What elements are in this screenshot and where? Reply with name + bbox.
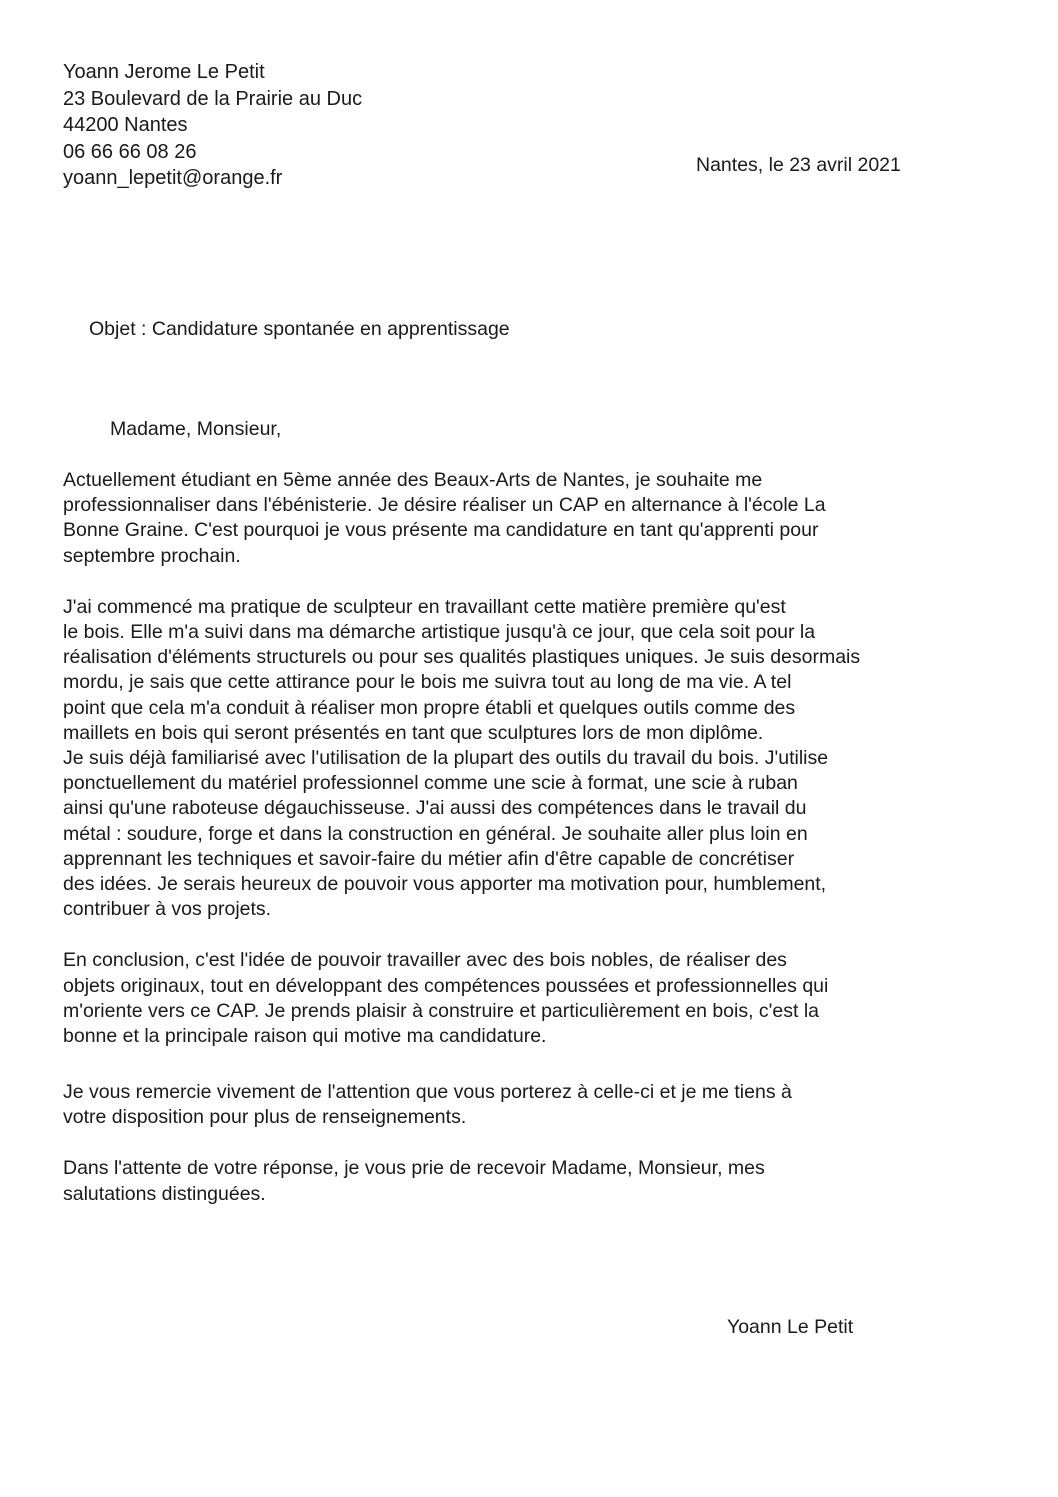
text-line: bonne et la principale raison qui motive ma candidature. [63,1025,547,1048]
paragraph-gap [63,569,998,595]
text-line: ponctuellement du matériel professionnel comme une scie à format, une scie à ruban [63,772,798,795]
letter-subject: Objet : Candidature spontanée en apprentissage [89,318,510,340]
text-line: maillets en bois qui seront présentés en tant que sculptures lors de mon diplôme. [63,721,764,744]
sender-name: Yoann Jerome Le Petit [63,61,265,83]
text-line: professionnaliser dans l'ébénisterie. Je désire réaliser un CAP en alternance à l'école La [63,494,826,517]
text-line: métal : soudure, forge et dans la construction en général. Je souhaite aller plus loin en [63,822,808,845]
text-line: J'ai commencé ma pratique de sculpteur en travaillant cette matière première qu'est [63,595,786,618]
text-line: Je vous remercie vivement de l'attention que vous porterez à celle-ci et je me tiens à [63,1081,792,1103]
text-line: Dans l'attente de votre réponse, je vous prie de recevoir Madame, Monsieur, mes [63,1157,765,1180]
paragraph-experience [63,595,998,923]
text-line: mordu, je sais que cette attirance pour le bois me suivra tout au long de ma vie. A tel [63,671,792,694]
letter-date: Nantes, le 23 avril 2021 [696,154,901,176]
text-line: point que cela m'a conduit à réaliser mon propre établi et quelques outils comme des [63,696,796,719]
text-line: votre disposition pour plus de renseignements. [63,1106,467,1129]
signature: Yoann Le Petit [727,1316,854,1338]
closing-block [63,1080,998,1207]
text-line: contribuer à vos projets. [63,898,272,921]
paragraph-gap [63,1130,998,1156]
text-line: ainsi qu'une raboteuse dégauchisseuse. J'ai aussi des compétences dans le travail du [63,797,807,820]
paragraph-thanks [63,1080,998,1130]
text-line: Actuellement étudiant en 5ème année des Beaux-Arts de Nantes, je souhaite me [63,469,763,491]
text-line: salutations distinguées. [63,1182,266,1205]
paragraph-intro [63,468,998,569]
text-line: des idées. Je serais heureux de pouvoir vous apporter ma motivation pour, humblement, [63,873,827,896]
sender-city: 44200 Nantes [63,114,188,136]
paragraph-gap [63,922,998,948]
sender-address: 23 Boulevard de la Prairie au Duc [63,87,363,110]
text-line: septembre prochain. [63,544,241,567]
text-line: Bonne Graine. C'est pourquoi je vous présente ma candidature en tant qu'apprenti pour [63,519,819,542]
paragraph-regards [63,1156,998,1206]
text-line: apprennant les techniques et savoir-faire du métier afin d'être capable de concrétiser [63,847,795,870]
text-line: objets originaux, tout en développant des compétences poussées et professionnelles qui [63,974,829,997]
paragraph-conclusion [63,948,998,1049]
sender-email: yoann_lepetit@orange.fr [63,167,283,189]
text-line: Je suis déjà familiarisé avec l'utilisation de la plupart des outils du travail du bois. J'utilise [63,747,829,770]
text-line: réalisation d'éléments structurels ou pour ses qualités plastiques uniques. Je suis desormais [63,646,861,669]
salutation: Madame, Monsieur, [110,418,282,440]
sender-block [63,59,362,192]
letter-body [63,468,998,1049]
sender-phone: 06 66 66 08 26 [63,140,197,163]
text-line: m'oriente vers ce CAP. Je prends plaisir à construire et particulièrement en bois, c'est la [63,999,820,1022]
text-line: le bois. Elle m'a suivi dans ma démarche artistique jusqu'à ce jour, que cela soit pour la [63,621,816,644]
text-line: En conclusion, c'est l'idée de pouvoir travailler avec des bois nobles, de réaliser des [63,949,787,972]
